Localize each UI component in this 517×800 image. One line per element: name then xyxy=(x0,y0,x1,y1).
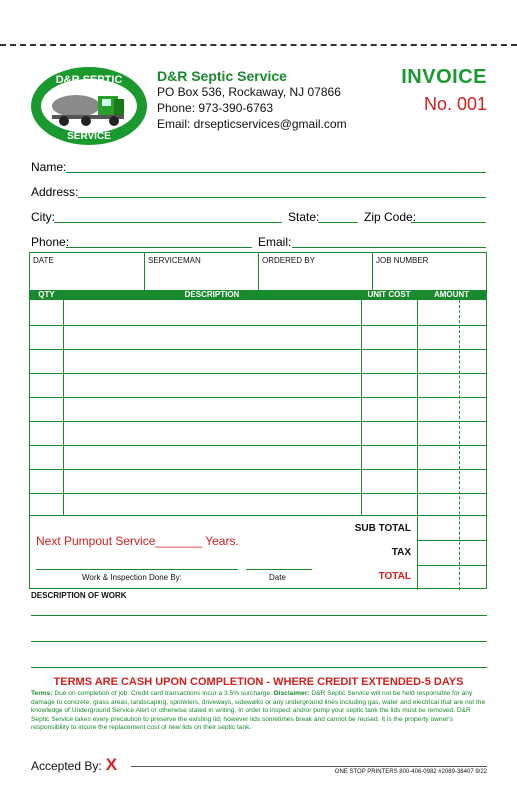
work-done-label: Work & Inspection Done By: xyxy=(82,573,182,582)
table-row[interactable] xyxy=(30,325,486,326)
name-label: Name: xyxy=(31,160,67,174)
printer-info: ONE STOP PRINTERS 800-406-0982 #2089-38407 9/22 xyxy=(334,769,487,775)
qty-header: QTY xyxy=(38,290,55,299)
invoice-title: INVOICE xyxy=(401,66,487,88)
table-row[interactable] xyxy=(30,373,486,374)
zip-field[interactable] xyxy=(411,222,486,223)
city-label: City: xyxy=(31,210,55,224)
company-info xyxy=(157,68,347,132)
company-address: PO Box 536, Rockaway, NJ 07866 xyxy=(157,85,341,99)
tax-label: TAX xyxy=(391,547,411,558)
date-signature-line[interactable] xyxy=(246,569,312,570)
company-name: D&R Septic Service xyxy=(157,68,287,84)
date-cell[interactable]: DATE xyxy=(30,253,145,290)
table-bottom-line xyxy=(30,515,486,516)
address-label: Address: xyxy=(31,185,79,199)
state-field[interactable] xyxy=(318,222,358,223)
table-row[interactable] xyxy=(30,493,486,494)
logo-top-text: D&R SEPTIC xyxy=(55,74,123,86)
ordered-by-cell[interactable]: ORDERED BY xyxy=(259,253,373,290)
truck-icon xyxy=(52,95,124,126)
description-header: DESCRIPTION xyxy=(184,290,240,299)
next-pumpout-text[interactable]: Next Pumpout Service_______ Years. xyxy=(36,534,239,548)
name-field[interactable] xyxy=(66,172,486,173)
city-field[interactable] xyxy=(54,222,282,223)
sub-total-label: SUB TOTAL xyxy=(354,523,411,534)
accepted-by xyxy=(31,755,117,775)
date-label: Date xyxy=(269,573,286,582)
description-line[interactable] xyxy=(31,641,487,642)
company-phone: Phone: 973-390-6763 xyxy=(157,101,274,115)
email-field[interactable] xyxy=(292,247,486,248)
zip-label: Zip Code: xyxy=(364,210,417,224)
disclaimer-content: D&R Septic Service will not be held responsible for any damage to concrete, grass areas, landscaping, sprinklers, driveways, sidewalks or any underground lines including gas, water and electrical that are not the knowledge of Underground Service Alert or otherwise stated in writing. In order to inspect and/or pump your septic tank the lids must be removed. D&R Septic Service takes every precaution to preserve the existing lid; however lids sometimes break and cannot be reused. It is the property owner's responsibility to incure the replacement cost of new lids on their septic tank. xyxy=(31,690,486,731)
table-row[interactable] xyxy=(30,469,486,470)
job-number-cell[interactable]: JOB NUMBER xyxy=(376,256,429,265)
phone-field[interactable] xyxy=(66,247,252,248)
description-line[interactable] xyxy=(31,667,487,668)
accepted-signature-line[interactable] xyxy=(131,766,487,767)
table-row[interactable] xyxy=(30,445,486,446)
disclaimer-label: Disclaimer: xyxy=(273,690,310,697)
company-email: Email: drsepticservices@gmail.com xyxy=(157,117,347,131)
terms-headline: TERMS ARE CASH UPON COMPLETION - WHERE CREDIT EXTENDED-5 DAYS xyxy=(53,676,464,688)
terms-content: Due on completion of job. Credit card transactions incur a 3.5% surcharge. xyxy=(54,690,273,697)
phone-label: Phone: xyxy=(31,235,70,249)
company-logo xyxy=(30,66,148,146)
total-label: TOTAL xyxy=(378,571,411,582)
logo-bottom-text: SERVICE xyxy=(67,131,111,142)
email-label: Email: xyxy=(258,235,292,249)
perforation-line xyxy=(0,44,517,46)
invoice-table xyxy=(29,252,487,589)
amount-header: AMOUNT xyxy=(433,290,470,299)
table-row[interactable] xyxy=(30,397,486,398)
address-field[interactable] xyxy=(78,197,486,198)
state-label: State: xyxy=(288,210,320,224)
table-row[interactable] xyxy=(30,421,486,422)
table-row[interactable] xyxy=(30,349,486,350)
terms-text xyxy=(31,690,490,733)
serviceman-cell[interactable]: SERVICEMAN xyxy=(145,253,259,290)
description-line[interactable] xyxy=(31,615,487,616)
total-row-line xyxy=(417,565,486,566)
signature-x-mark: X xyxy=(105,755,118,774)
invoice-number: No. 001 xyxy=(423,94,487,114)
work-done-signature-line[interactable] xyxy=(36,569,238,570)
terms-label: Terms: xyxy=(31,690,53,697)
tax-row-line xyxy=(417,540,486,541)
accepted-by-label: Accepted By: xyxy=(31,759,102,773)
qty-column-line xyxy=(63,300,64,515)
unit-cost-column-line xyxy=(361,300,362,515)
description-of-work-title: DESCRIPTION OF WORK xyxy=(31,591,127,600)
unit-cost-header: UNIT COST xyxy=(367,290,411,299)
